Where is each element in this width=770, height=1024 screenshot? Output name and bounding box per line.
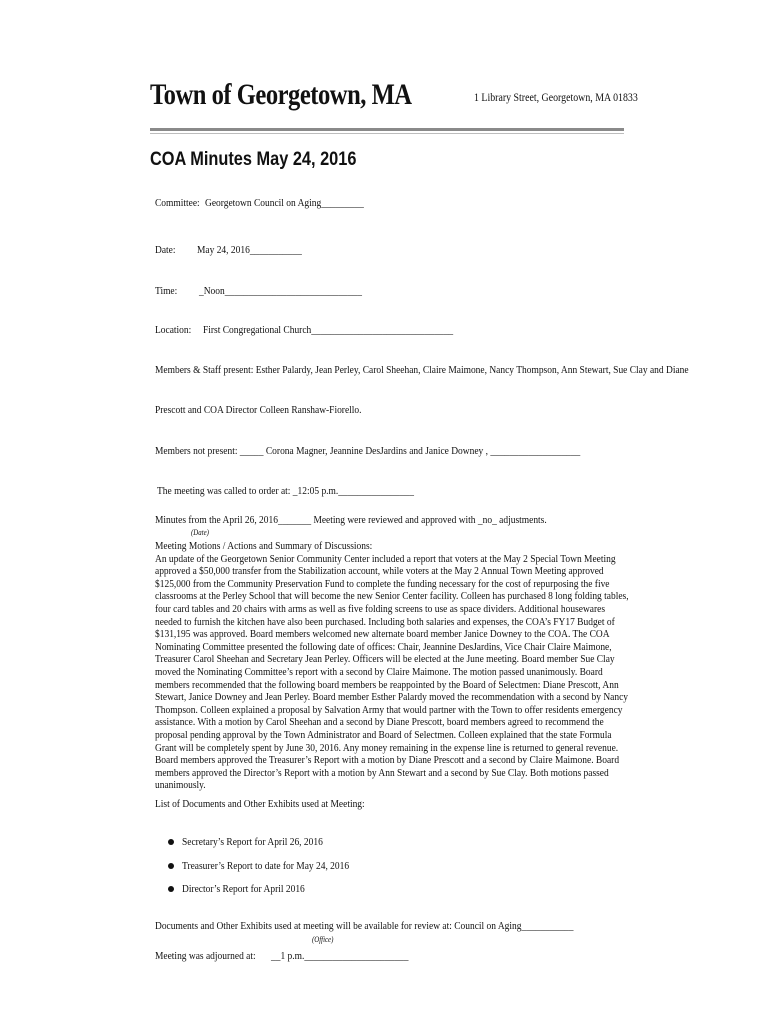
bullet-icon <box>168 863 174 869</box>
minutes-approval: Minutes from the April 26, 2016_______ Meeting were reviewed and approved with _no_ adjustments. <box>155 514 547 526</box>
time-label: Time: <box>155 285 178 297</box>
location-label: Location: <box>155 324 192 336</box>
adjourned-label: Meeting was adjourned at: <box>155 950 256 962</box>
members-not-present: Members not present: _____ Corona Magner, Jeannine DesJardins and Janice Downey , ___________________ <box>155 445 581 457</box>
date-caption: (Date) <box>191 528 209 537</box>
time-value: _Noon_____________________________ <box>199 285 362 297</box>
called-to-order: The meeting was called to order at: _12:05 p.m.________________ <box>157 485 414 497</box>
town-heading: Town of Georgetown, MA <box>150 78 412 111</box>
members-present-line-2: Prescott and COA Director Colleen Ranshaw-Fiorello. <box>155 404 362 416</box>
discussion-heading: Meeting Motions / Actions and Summary of Discussions: <box>155 540 373 552</box>
committee-value: Georgetown Council on Aging_________ <box>205 197 364 209</box>
document-item: Treasurer’s Report to date for May 24, 2016 <box>182 859 350 872</box>
office-caption: (Office) <box>312 935 334 944</box>
discussion-body: An update of the Georgetown Senior Community Center included a report that voters at the May 2 Special Town Meeting approved a $50,000 transfer from the Stabilization account, while voters at the May 2 Annual Town Meeting approved $125,000 from the Community Preservation Fund to complete the funding necessary for the cost of repurposing the five classrooms at the Perley School that will become the new Senior Center facility. Colleen has purchased 8 long folding tables, four card tables and 20 chairs with arms as well as five folding screens to use as space dividers. Additional housewares needed to furnish the kitchen have also been purchased. Including both salaries and expenses, the COA’s FY17 Budget of $131,195 was approved. Board members welcomed new alternate board member Janice Downey to the COA. The COA Nominating Committee presented the following date of offices: Chair, Jeannine DesJardins, Vice Chair Claire Maimone, Treasurer Carol Sheehan and Secretary Jean Perley. Officers will be elected at the June meeting. Board member Sue Clay moved the Nominating Committee’s report with a second by Claire Maimone. The motion passed unanimously. Board members recommended that the following board members be reappointed by the Board of Selectmen: Diane Prescott, Ann Stewart, Janice Downey and Jean Perley. Board member Esther Palardy moved the recommendation with a second by Nancy Thompson. Colleen explained a proposal by Salvation Army that would partner with the Town to offer residents emergency assistance. With a motion by Carol Sheehan and a second by Diane Prescott, board members agreed to recommend the proposal pending approval by the Town Administrator and Board of Selectmen. Colleen explained that the state Formula Grant will be completely spent by June 30, 2016. Any money remaining in the expense line is returned to general revenue. Board members approved the Treasurer’s Report with a motion by Diane Prescott and a second by Claire Maimone. Board members approved the Director’s Report with a motion by Ann Stewart and a second by Sue Clay. Both motions passed unanimously. <box>155 552 629 792</box>
bullet-icon <box>168 839 174 845</box>
header-rule <box>150 128 624 131</box>
bullet-icon <box>168 886 174 892</box>
committee-label: Committee: <box>155 197 200 209</box>
adjourned-value: __1 p.m.______________________ <box>271 950 409 962</box>
date-value: May 24, 2016___________ <box>197 244 302 256</box>
location-value: First Congregational Church______________________________ <box>203 324 454 336</box>
discussion-section <box>155 540 631 792</box>
town-address: 1 Library Street, Georgetown, MA 01833 <box>474 92 638 104</box>
document-item: Director’s Report for April 2016 <box>182 883 305 895</box>
header-rule-thin <box>150 133 624 134</box>
documents-heading: List of Documents and Other Exhibits used at Meeting: <box>155 798 365 810</box>
documents-availability: Documents and Other Exhibits used at meeting will be available for review at: Council on Aging___________ <box>155 920 574 932</box>
members-present-line-1: Members & Staff present: Esther Palardy, Jean Perley, Carol Sheehan, Claire Maimone, Nancy Thompson, Ann Stewart, Sue Clay and Diane <box>155 364 689 376</box>
page-title: COA Minutes May 24, 2016 <box>150 149 357 170</box>
document-item: Secretary’s Report for April 26, 2016 <box>182 836 323 848</box>
date-label: Date: <box>155 244 176 256</box>
